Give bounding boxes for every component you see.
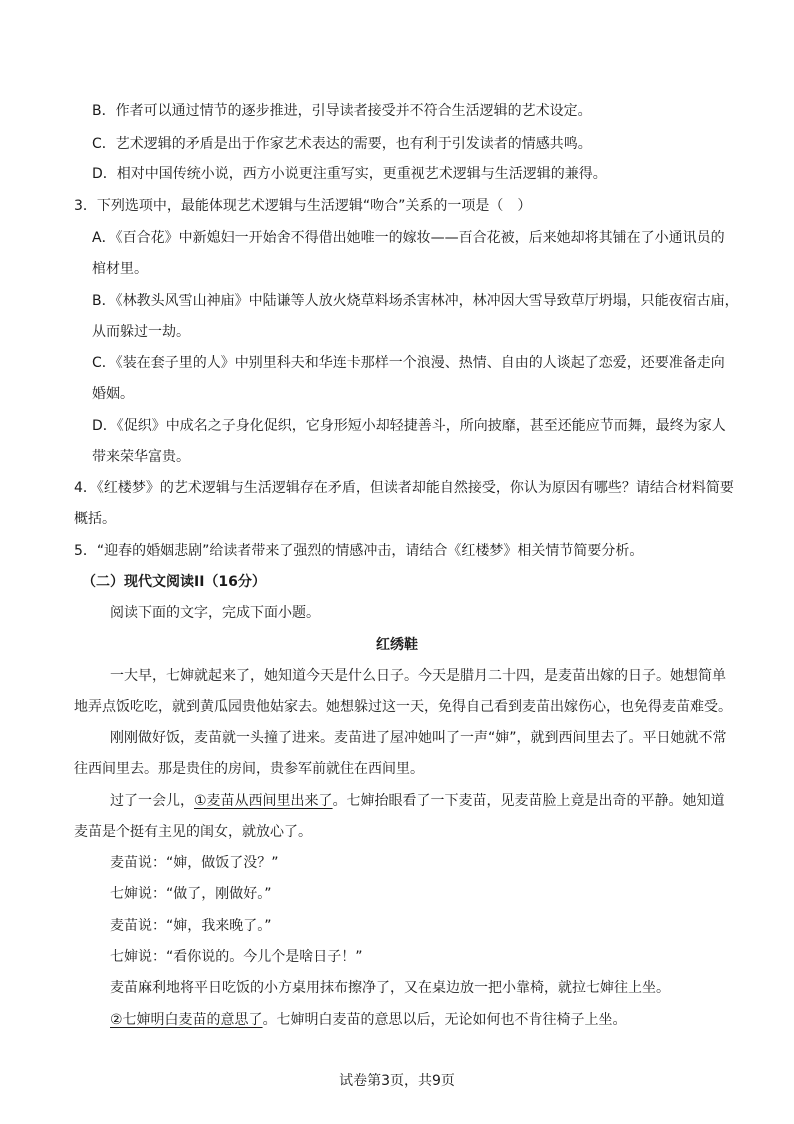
section-heading: （二）现代文阅读II（16分）	[82, 574, 266, 590]
passage-title: 红绣鞋	[376, 637, 418, 653]
paragraph-3-cont: 麦苗是个挺有主见的闺女，就放心了。	[74, 824, 312, 840]
q3-option-c: C．《装在套子里的人》中别里科夫和华连卡那样一个浪漫、热情、自由的人谈起了恋爱，还要准备走向	[92, 355, 725, 371]
dialogue-line: 麦苗说：“婶，我来晚了。”	[110, 918, 272, 934]
paragraph-2: 刚刚做好饭，麦苗就一头撞了进来。麦苗进了屋冲她叫了一声“婶”，就到西间里去了。平日她就不常	[110, 730, 727, 746]
q2-option-c: C．艺术逻辑的矛盾是出于作家艺术表达的需要，也有利于引发读者的情感共鸣。	[92, 136, 592, 152]
q4-stem: 4．《红楼梦》的艺术逻辑与生活逻辑存在矛盾，但读者却能自然接受，你认为原因有哪些？请结合材料简要	[74, 480, 734, 496]
underlined-sentence-1: ①麦苗从西间里出来了	[194, 793, 333, 809]
dialogue-line: 七婶说：“看你说的。今儿个是啥日子！”	[110, 949, 363, 965]
dialogue-line: 七婶说：“做了，刚做好。”	[110, 886, 272, 902]
paragraph-3-lead: 过了一会儿，	[110, 793, 194, 809]
paragraph-1-cont: 地弄点饭吃吃，就到黄瓜园贵他姑家去。她想躲过这一天，免得自己看到麦苗出嫁伤心，也免得麦苗难受。	[74, 699, 732, 715]
paragraph-3-rest: 。七婶抬眼看了一下麦苗，见麦苗脸上竟是出奇的平静。她知道	[332, 793, 725, 809]
q3-option-b-cont: 从而躲过一劫。	[92, 324, 190, 340]
q3-option-b: B．《林教头风雪山神庙》中陆谦等人放火烧草料场杀害林冲，林冲因大雪导致草厅坍塌，只能夜宿古庙，	[92, 293, 739, 309]
page-footer: 试卷第3页，共9页	[339, 1073, 455, 1089]
q3-option-d: D．《促织》中成名之子身化促织，它身形短小却轻捷善斗，所向披靡，甚至还能应节而舞，最终为家人	[92, 418, 726, 434]
q3-option-a: A．《百合花》中新媳妇一开始舍不得借出她唯一的嫁妆——百合花被，后来她却将其铺在了小通讯员的	[92, 230, 725, 246]
q3-stem: 3．下列选项中，最能体现艺术逻辑与生活逻辑“吻合”关系的一项是（ ）	[74, 198, 532, 214]
paragraph-4: 麦苗麻利地将平日吃饭的小方桌用抹布擦净了，又在桌边放一把小靠椅，就拉七婶往上坐。	[110, 980, 670, 996]
paragraph-3	[110, 791, 725, 811]
reading-instruction: 阅读下面的文字，完成下面小题。	[110, 605, 320, 621]
paragraph-1: 一大早，七婶就起来了，她知道今天是什么日子。今天是腊月二十四，是麦苗出嫁的日子。她想简单	[110, 668, 726, 684]
dialogue-line: 麦苗说：“婶，做饭了没？”	[110, 855, 279, 871]
paragraph-5	[110, 1010, 627, 1030]
q5-stem: 5．“迎春的婚姻悲剧”给读者带来了强烈的情感冲击，请结合《红楼梦》相关情节简要分析。	[74, 543, 644, 559]
paragraph-2-cont: 往西间里去。那是贵住的房间，贵参军前就住在西间里。	[74, 761, 424, 777]
q3-option-d-cont: 带来荣华富贵。	[92, 449, 190, 465]
q2-option-d: D．相对中国传统小说，西方小说更注重写实，更重视艺术逻辑与生活逻辑的兼得。	[92, 166, 607, 182]
q3-option-a-cont: 棺材里。	[92, 261, 148, 277]
paragraph-5-rest: 。七婶明白麦苗的意思以后，无论如何也不肯往椅子上坐。	[262, 1012, 627, 1028]
q3-option-c-cont: 婚姻。	[92, 386, 134, 402]
q2-option-b: B．作者可以通过情节的逐步推进，引导读者接受并不符合生活逻辑的艺术设定。	[92, 103, 592, 119]
q4-stem-cont: 概括。	[74, 511, 116, 527]
underlined-sentence-2: ②七婶明白麦苗的意思了	[110, 1012, 263, 1028]
